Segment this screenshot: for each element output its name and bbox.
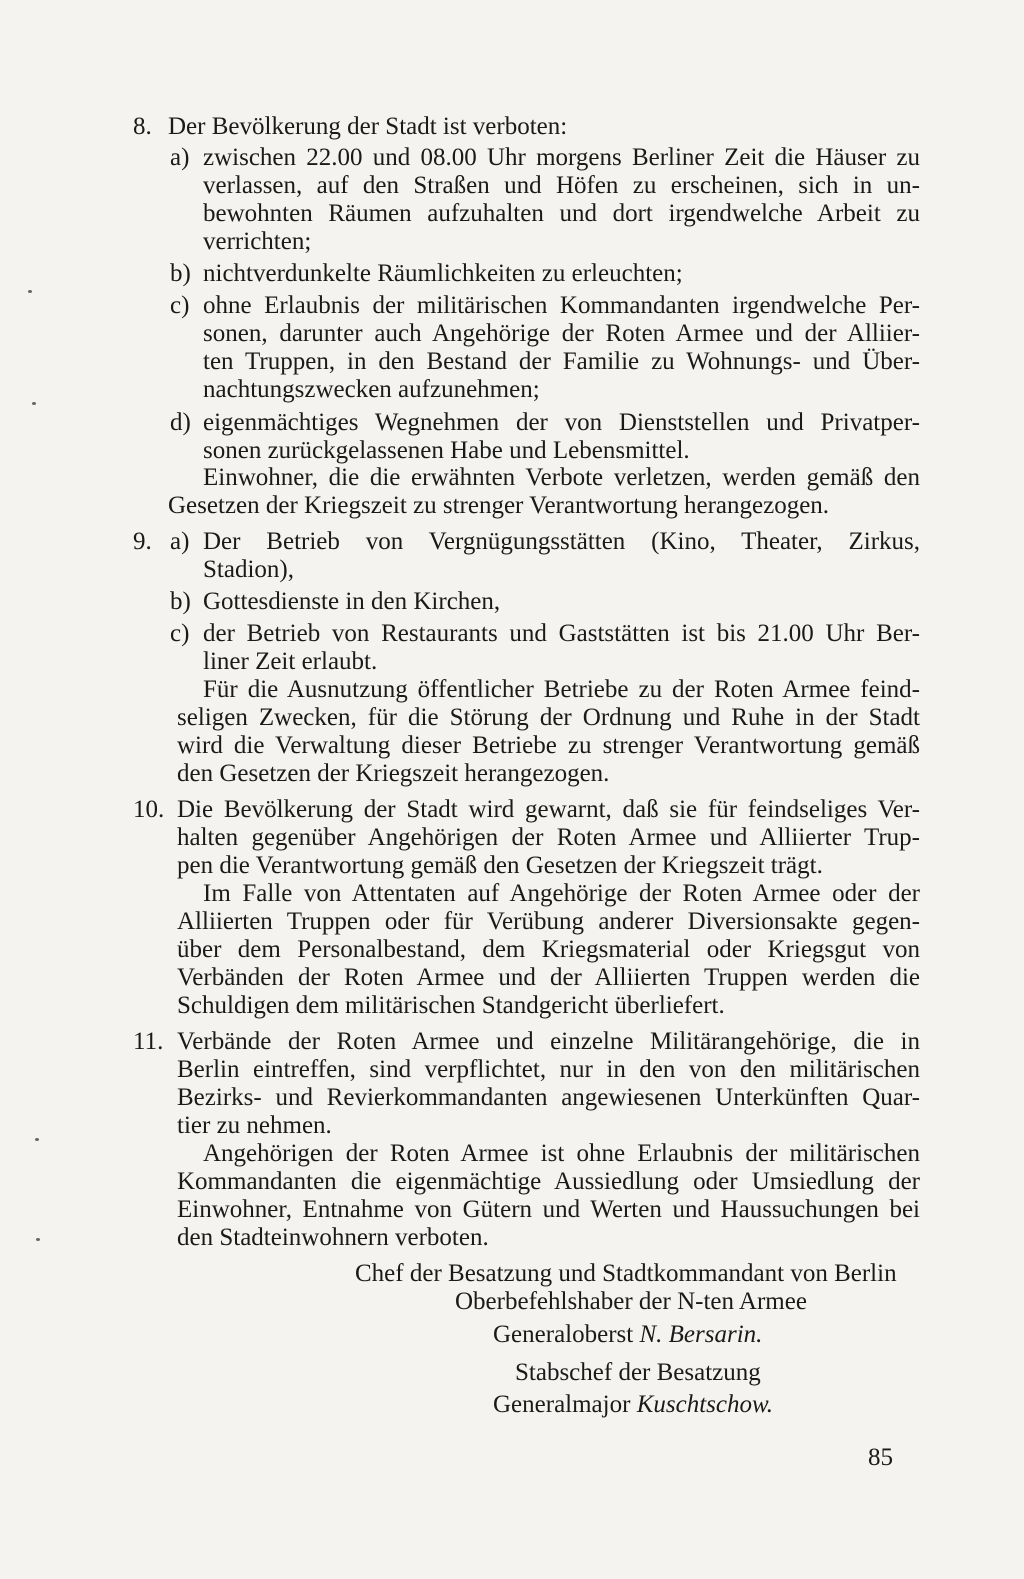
section-8-c-mark: c) <box>170 292 190 319</box>
section-11-number: 11. <box>133 1028 164 1055</box>
section-9-closing-line: seligen Zwecken, für die Störung der Ordnung und Ruhe in der Stadt <box>177 704 920 731</box>
section-11-p1-line: tier zu nehmen. <box>177 1112 332 1139</box>
section-8-a-line: verrichten; <box>203 228 312 255</box>
section-10-p2-line: über dem Personalbestand, dem Kriegsmaterial oder Kriegsgut von <box>177 936 920 963</box>
section-10-p1-line: pen die Verantwortung gemäß den Gesetzen der Kriegszeit trägt. <box>177 852 823 879</box>
section-8-d-mark: d) <box>170 409 191 436</box>
signature-rank: Generalmajor <box>493 1391 631 1418</box>
section-8-intro: Der Bevölkerung der Stadt ist verboten: <box>168 113 568 140</box>
section-9-closing-line: wird die Verwaltung dieser Betriebe zu strenger Verantwortung gemäß <box>177 732 920 759</box>
section-8-d-line: sonen zurückgelassenen Habe und Lebensmittel. <box>203 437 690 464</box>
scan-speck <box>35 1138 39 1141</box>
page-number: 85 <box>868 1444 893 1471</box>
scan-speck <box>32 402 36 405</box>
section-10-p2-line: Schuldigen dem militärischen Standgericht überliefert. <box>177 992 725 1019</box>
signature-rank: Generaloberst <box>493 1321 634 1348</box>
signature-name: N. Bersarin. <box>639 1321 763 1348</box>
section-8-c-line: ten Truppen, in den Bestand der Familie zu Wohnungs- und Über- <box>203 348 920 375</box>
section-9-c-line: liner Zeit erlaubt. <box>203 648 378 675</box>
section-8-closing-line: Gesetzen der Kriegszeit zu strenger Verantwortung herangezogen. <box>168 492 830 519</box>
section-8-c-line: ohne Erlaubnis der militärischen Kommandanten irgendwelche Per- <box>203 292 920 319</box>
section-11-p1-line: Bezirks- und Revierkommandanten angewiesenen Unterkünften Quar- <box>177 1084 920 1111</box>
section-9-a-line: Stadion), <box>203 556 294 583</box>
scan-speck <box>36 1238 40 1241</box>
section-9-number: 9. <box>133 528 152 555</box>
section-8-a-line: zwischen 22.00 und 08.00 Uhr morgens Berliner Zeit die Häuser zu <box>203 144 920 171</box>
section-8-b-line: nichtverdunkelte Räumlichkeiten zu erleuchten; <box>203 260 683 287</box>
section-10-number: 10. <box>133 796 165 823</box>
scan-speck <box>28 290 32 293</box>
section-11-p1-line: Berlin eintreffen, sind verpflichtet, nur in den von den militärischen <box>177 1056 920 1083</box>
section-9-closing-line: Für die Ausnutzung öffentlicher Betriebe zu der Roten Armee feind- <box>203 676 920 703</box>
section-8-a-line: bewohnten Räumen aufzuhalten und dort irgendwelche Arbeit zu <box>203 200 920 227</box>
section-8-closing-line: Einwohner, die die erwähnten Verbote verletzen, werden gemäß den <box>203 464 920 491</box>
section-11-p2-line: Kommandanten die eigenmächtige Aussiedlung oder Umsiedlung der <box>177 1168 920 1195</box>
signature-chief-of-staff <box>493 1390 773 1420</box>
section-11-p1-line: Verbände der Roten Armee und einzelne Militärangehörige, die in <box>177 1028 920 1055</box>
signature-commander <box>493 1320 762 1350</box>
section-9-a-line: Der Betrieb von Vergnügungsstätten (Kino, Theater, Zirkus, <box>203 528 920 555</box>
section-10-p2-line: Alliierten Truppen oder für Verübung anderer Diversionsakte gegen- <box>177 908 920 935</box>
section-9-b-mark: b) <box>170 588 191 615</box>
section-11-p2-line: den Stadteinwohnern verboten. <box>177 1224 489 1251</box>
section-8-c-line: sonen, darunter auch Angehörige der Roten Armee und der Alliier- <box>203 320 920 347</box>
section-10-p2-line: Im Falle von Attentaten auf Angehörige der Roten Armee oder der <box>203 880 920 907</box>
section-9-closing-line: den Gesetzen der Kriegszeit herangezogen. <box>177 760 610 787</box>
section-8-a-line: verlassen, auf den Straßen und Höfen zu erscheinen, sich in un- <box>203 172 920 199</box>
section-9-a-mark: a) <box>170 528 190 555</box>
section-8-a-mark: a) <box>170 144 190 171</box>
section-10-p2-line: Verbänden der Roten Armee und der Alliierten Truppen werden die <box>177 964 920 991</box>
signature-name: Kuschtschow. <box>636 1391 774 1418</box>
section-9-b-line: Gottesdienste in den Kirchen, <box>203 588 501 615</box>
section-10-p1-line: Die Bevölkerung der Stadt wird gewarnt, daß sie für feindseliges Ver- <box>177 796 920 823</box>
section-10-p1-line: halten gegenüber Angehörigen der Roten Armee und Alliierter Trup- <box>177 824 920 851</box>
section-8-number: 8. <box>133 113 152 140</box>
section-9-c-mark: c) <box>170 620 190 647</box>
signature-title-line: Stabschef der Besatzung <box>515 1359 761 1386</box>
section-8-d-line: eigenmächtiges Wegnehmen der von Dienststellen und Privatper- <box>203 409 920 436</box>
section-9-c-line: der Betrieb von Restaurants und Gaststätten ist bis 21.00 Uhr Ber- <box>203 620 920 647</box>
section-8-c-line: nachtungszwecken aufzunehmen; <box>203 376 540 403</box>
section-8-b-mark: b) <box>170 260 191 287</box>
section-11-p2-line: Angehörigen der Roten Armee ist ohne Erlaubnis der militärischen <box>203 1140 920 1167</box>
signature-title-line: Chef der Besatzung und Stadtkommandant von Berlin <box>355 1260 897 1287</box>
signature-title-line: Oberbefehlshaber der N-ten Armee <box>455 1288 807 1315</box>
section-11-p2-line: Einwohner, Entnahme von Gütern und Werten und Haussuchungen bei <box>177 1196 920 1223</box>
